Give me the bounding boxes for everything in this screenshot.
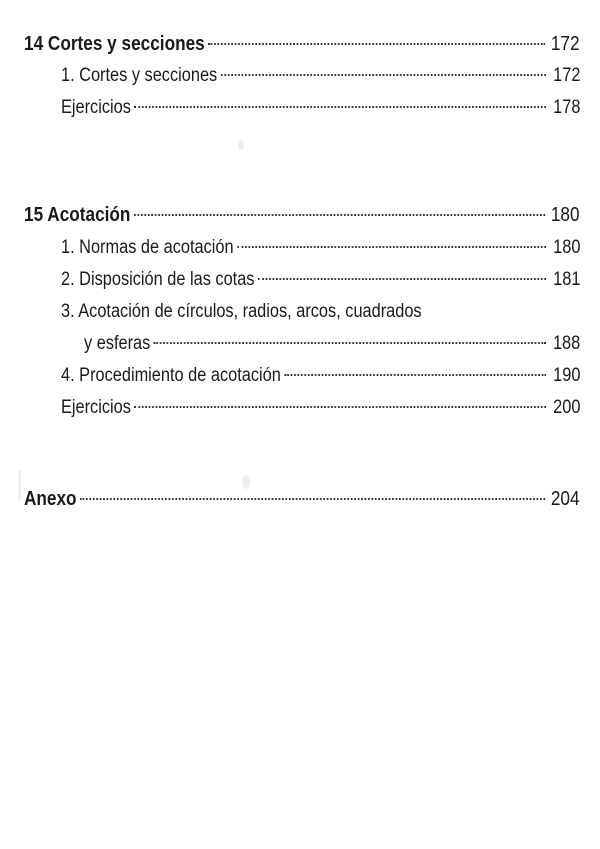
dot-leader — [134, 214, 545, 216]
toc-entry[interactable] — [61, 298, 580, 326]
page-number: 172 — [550, 33, 580, 55]
toc-chapter-14[interactable] — [24, 30, 580, 58]
scan-smudge — [242, 475, 250, 489]
page-number: 204 — [550, 488, 580, 510]
scan-smudge — [238, 140, 244, 150]
scan-smudge — [18, 470, 21, 500]
chapter-number: 15 — [24, 204, 44, 226]
entry-title: 2. Disposición de las cotas — [61, 269, 255, 290]
entry-title: 3. Acotación de círculos, radios, arcos, cuadrados — [61, 301, 422, 322]
entry-title: 4. Procedimiento de acotación — [61, 365, 281, 386]
dot-leader — [258, 278, 546, 280]
dot-leader — [221, 74, 546, 76]
entry-title: Ejercicios — [61, 97, 131, 118]
page-number: 181 — [553, 269, 581, 290]
chapter-name: Acotación — [47, 204, 131, 226]
page-number: 172 — [553, 65, 581, 86]
toc-entry[interactable] — [61, 94, 580, 122]
dot-leader — [154, 342, 546, 344]
page-number: 180 — [553, 237, 581, 258]
entry-title: 1. Cortes y secciones — [61, 65, 218, 86]
toc-entry-continuation[interactable] — [84, 330, 580, 358]
chapter-title — [24, 30, 205, 58]
toc-entry[interactable] — [61, 234, 580, 262]
entry-title: 1. Normas de acotación — [61, 237, 234, 258]
toc-entry[interactable] — [61, 394, 580, 422]
page-number: 178 — [553, 97, 581, 118]
chapter-title — [24, 201, 130, 229]
dot-leader — [237, 246, 546, 248]
chapter-name: Cortes y secciones — [47, 33, 205, 55]
chapter-number: 14 — [24, 33, 44, 55]
page-number: 188 — [552, 333, 581, 354]
entry-title: y esferas — [84, 333, 151, 354]
page-number: 190 — [553, 365, 581, 386]
dot-leader — [134, 106, 546, 108]
toc-chapter-15[interactable] — [24, 201, 580, 229]
dot-leader — [208, 43, 545, 45]
annex-title: Anexo — [24, 488, 77, 510]
toc-page — [24, 0, 580, 849]
dot-leader — [284, 374, 546, 376]
toc-annex[interactable] — [24, 485, 580, 513]
toc-entry[interactable] — [61, 62, 580, 90]
dot-leader — [80, 498, 545, 500]
toc-entry[interactable] — [61, 362, 580, 390]
dot-leader — [134, 406, 546, 408]
page-number: 200 — [553, 397, 581, 418]
page-number: 180 — [550, 204, 580, 226]
toc-entry[interactable] — [61, 266, 580, 294]
entry-title: Ejercicios — [61, 397, 131, 418]
